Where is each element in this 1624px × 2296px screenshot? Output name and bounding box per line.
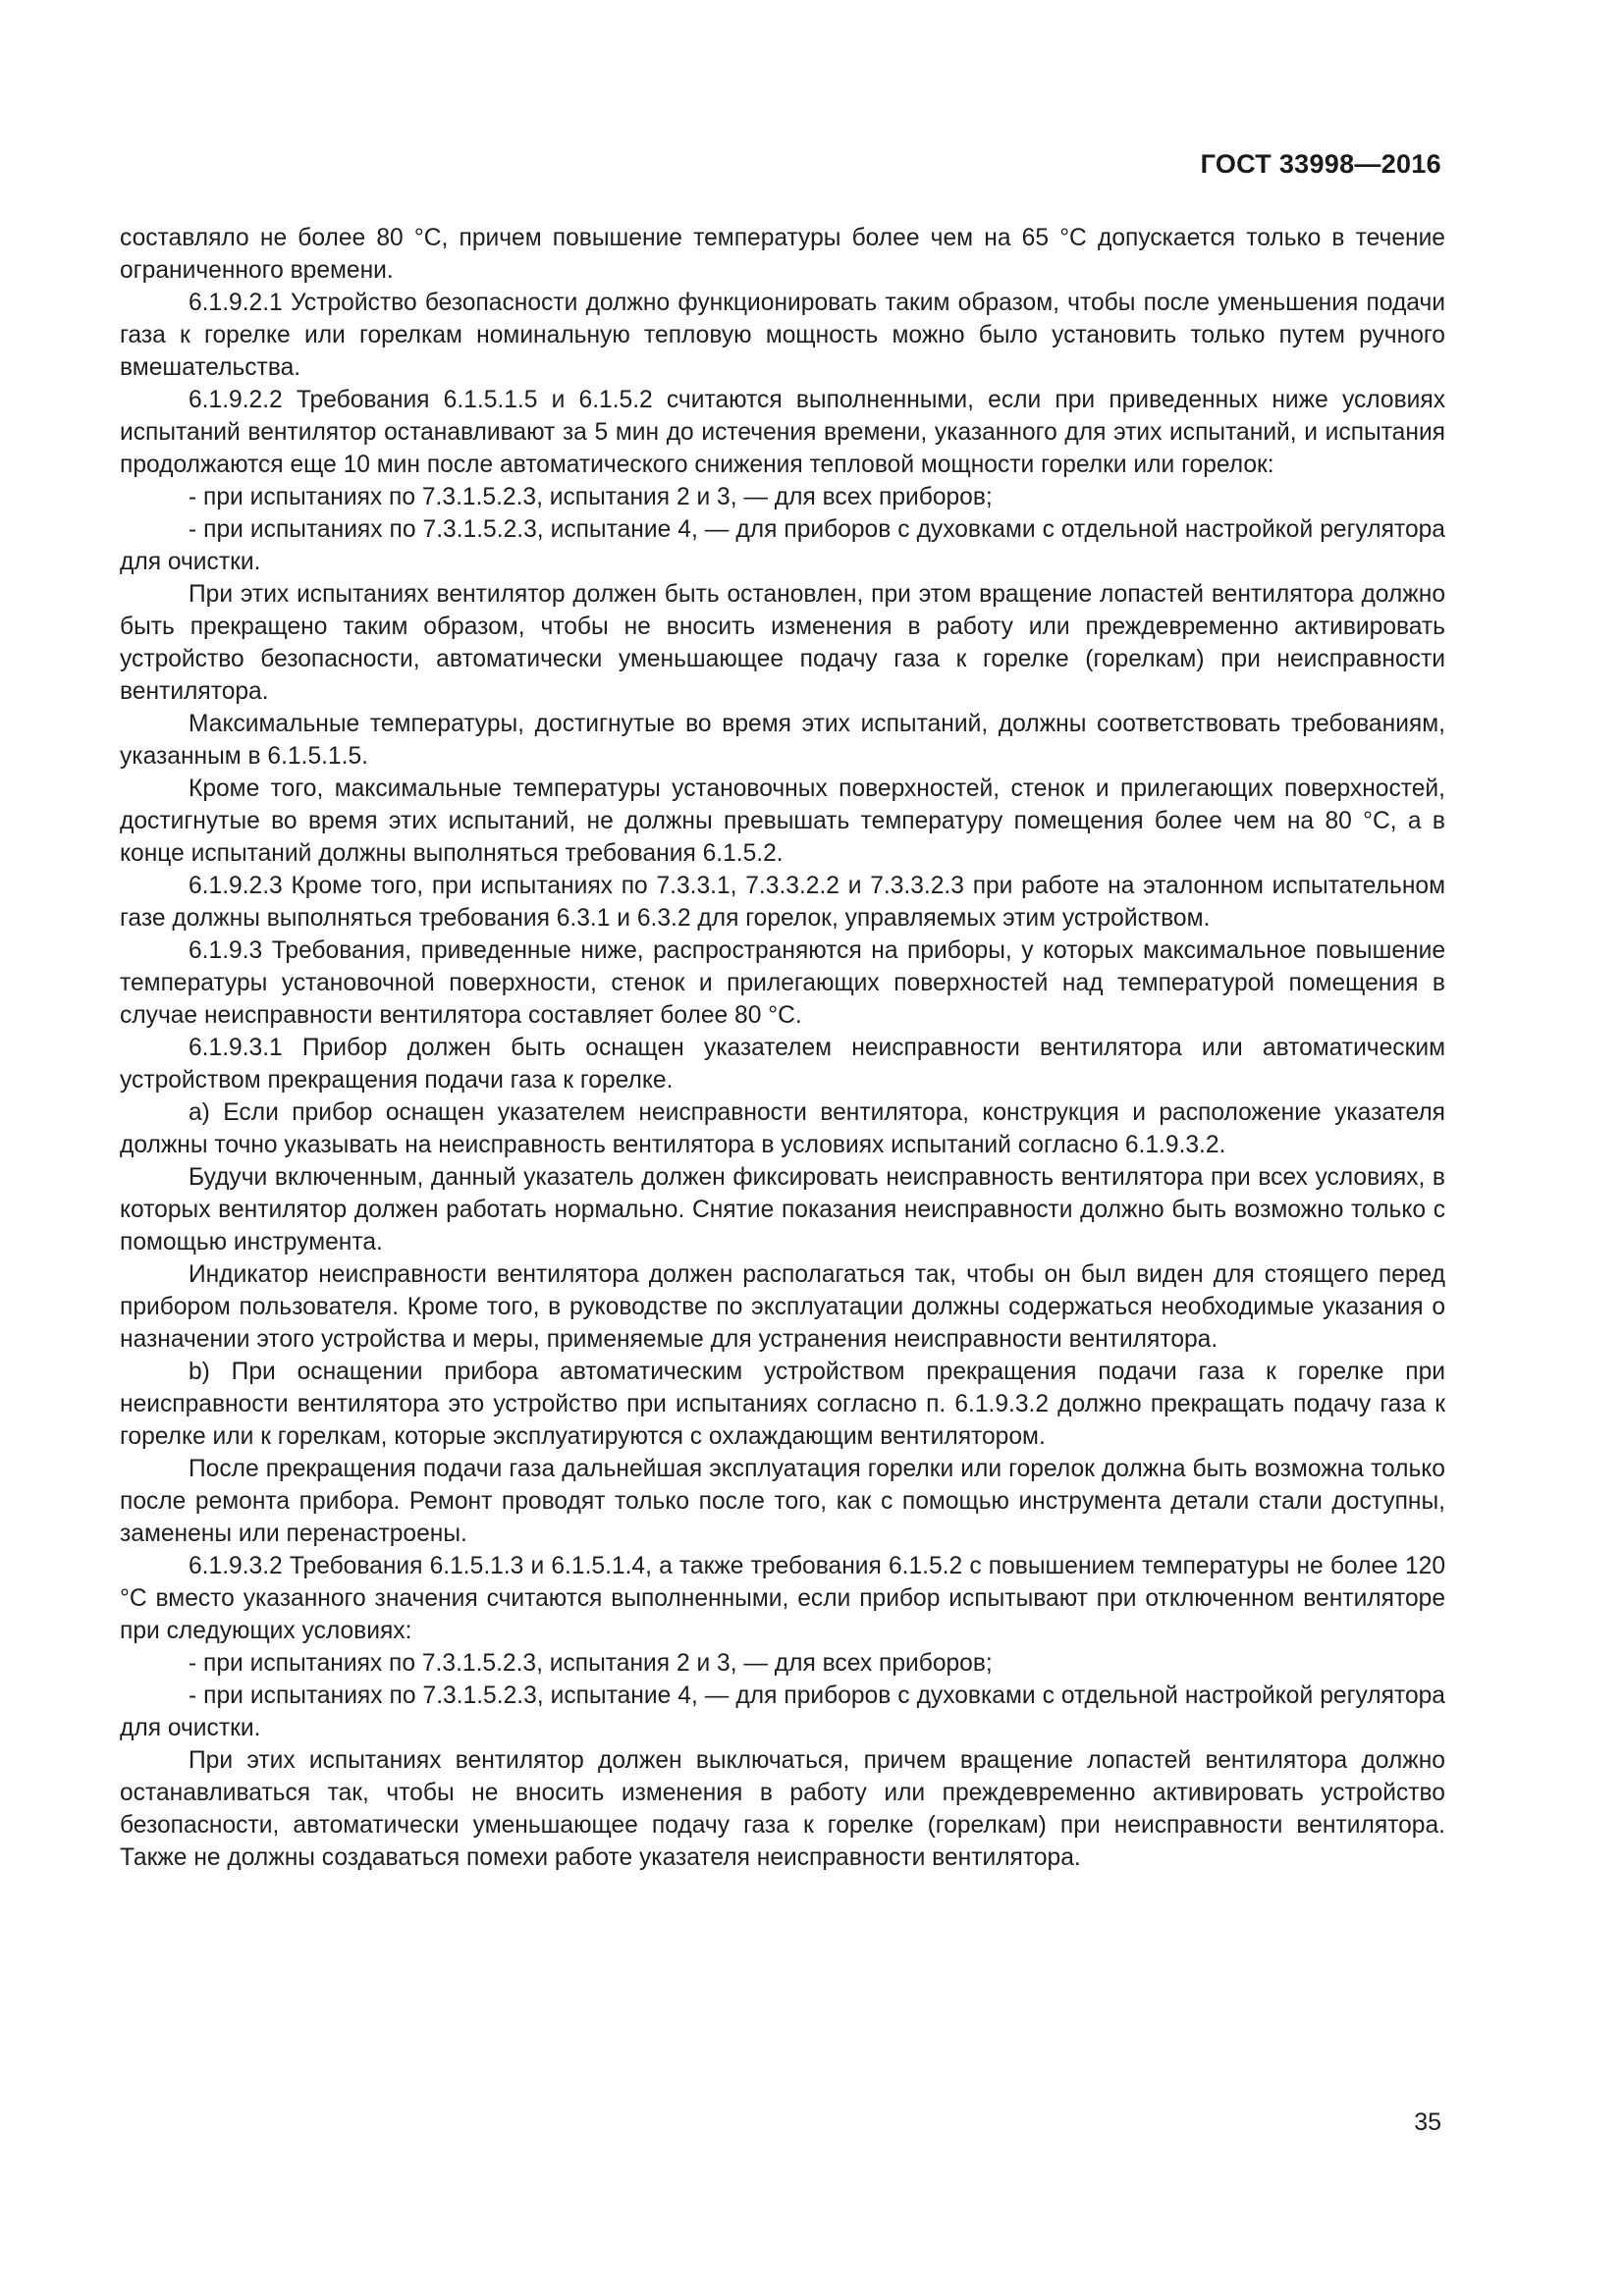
standard-designation: ГОСТ 33998—2016	[1200, 149, 1441, 179]
paragraph: - при испытаниях по 7.3.1.5.2.3, испытания 2 и 3, — для всех приборов;	[189, 1650, 993, 1677]
paragraph: составляло не более 80 °С, причем повышение температуры более чем на 65 °С допускается только в течение ограниченного времени.	[120, 225, 1445, 284]
paragraph: - при испытаниях по 7.3.1.5.2.3, испытание 4, — для приборов с духовками с отдельной настройкой регулятора для очистки.	[120, 516, 1445, 575]
paragraph: При этих испытаниях вентилятор должен быть остановлен, при этом вращение лопастей вентилятора должно быть прекращено таким образом, чтобы не вносить изменения в работу или преждевременно активировать устройство безопасности, автоматически уменьшающее подачу газа к горелке (горелкам) при неисправности вентилятора.	[120, 581, 1445, 705]
document-body	[120, 222, 1445, 1874]
paragraph: a) Если прибор оснащен указателем неисправности вентилятора, конструкция и расположение указателя должны точно указывать на неисправность вентилятора в условиях испытаний согласно 6.1.9.3.2.	[120, 1099, 1445, 1158]
paragraph: Индикатор неисправности вентилятора должен располагаться так, чтобы он был виден для стоящего перед прибором пользователя. Кроме того, в руководстве по эксплуатации должны содержаться необходимые указания о назначении этого устройства и меры, применяемые для устранения неисправности вентилятора.	[120, 1261, 1445, 1353]
paragraph: После прекращения подачи газа дальнейшая эксплуатация горелки или горелок должна быть возможна только после ремонта прибора. Ремонт проводят только после того, как с помощью инструмента детали стали доступны, заменены или перенастроены.	[120, 1456, 1445, 1547]
paragraph: b) При оснащении прибора автоматическим устройством прекращения подачи газа к горелке при неисправности вентилятора это устройство при испытаниях согласно п. 6.1.9.3.2 должно прекращать подачу газа к горелке или к горелкам, которые эксплуатируются с охлаждающим вентилятором.	[120, 1359, 1445, 1450]
paragraph: 6.1.9.2.2 Требования 6.1.5.1.5 и 6.1.5.2 считаются выполненными, если при приведенных ниже условиях испытаний вентилятор останавливают за 5 мин до истечения времени, указанного для этих испытаний, и испытания продолжаются еще 10 мин после автоматического снижения тепловой мощности горелки или горелок:	[120, 387, 1445, 478]
paragraph: 6.1.9.3 Требования, приведенные ниже, распространяются на приборы, у которых максимальное повышение температуры установочной поверхности, стенок и прилегающих поверхностей над температурой помещения в случае неисправности вентилятора составляет более 80 °С.	[120, 937, 1445, 1029]
page-number: 35	[1414, 2109, 1441, 2136]
paragraph: Максимальные температуры, достигнутые во время этих испытаний, должны соответствовать требованиям, указанным в 6.1.5.1.5.	[120, 711, 1445, 770]
paragraph: Будучи включенным, данный указатель должен фиксировать неисправность вентилятора при всех условиях, в которых вентилятор должен работать нормально. Снятие показания неисправности должно быть возможно только с помощью инструмента.	[120, 1164, 1445, 1255]
paragraph: - при испытаниях по 7.3.1.5.2.3, испытание 4, — для приборов с духовками с отдельной настройкой регулятора для очистки.	[120, 1682, 1445, 1741]
paragraph: 6.1.9.2.1 Устройство безопасности должно функционировать таким образом, чтобы после уменьшения подачи газа к горелке или горелкам номинальную тепловую мощность можно было установить только путем ручного вмешательства.	[120, 290, 1445, 381]
paragraph: 6.1.9.3.1 Прибор должен быть оснащен указателем неисправности вентилятора или автоматическим устройством прекращения подачи газа к горелке.	[120, 1035, 1445, 1094]
paragraph: 6.1.9.2.3 Кроме того, при испытаниях по 7.3.3.1, 7.3.3.2.2 и 7.3.3.2.3 при работе на эталонном испытательном газе должны выполняться требования 6.3.1 и 6.3.2 для горелок, управляемых этим устройством.	[120, 873, 1445, 932]
paragraph: При этих испытаниях вентилятор должен выключаться, причем вращение лопастей вентилятора должно останавливаться так, чтобы не вносить изменения в работу или преждевременно активировать устройство безопасности, автоматически уменьшающее подачу газа к горелке (горелкам) при неисправности вентилятора. Также не должны создаваться помехи работе указателя неисправности вентилятора.	[120, 1747, 1445, 1871]
paragraph: - при испытаниях по 7.3.1.5.2.3, испытания 2 и 3, — для всех приборов;	[189, 484, 993, 510]
paragraph: Кроме того, максимальные температуры установочных поверхностей, стенок и прилегающих поверхностей, достигнутые во время этих испытаний, не должны превышать температуру помещения более чем на 80 °С, а в конце испытаний должны выполняться требования 6.1.5.2.	[120, 775, 1445, 867]
paragraph: 6.1.9.3.2 Требования 6.1.5.1.3 и 6.1.5.1.4, а также требования 6.1.5.2 с повышением температуры не более 120 °С вместо указанного значения считаются выполненными, если прибор испытывают при отключенном вентиляторе при следующих условиях:	[120, 1553, 1445, 1644]
